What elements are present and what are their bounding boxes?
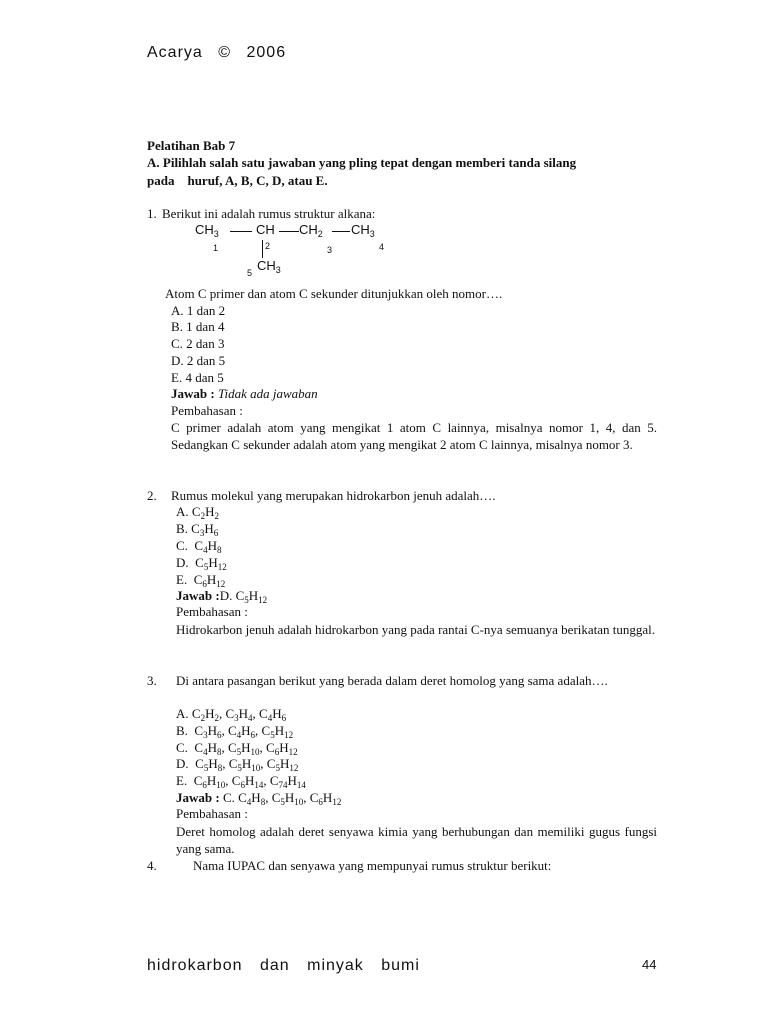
- page-footer: [147, 957, 432, 975]
- q1-option-b: B. 1 dan 4: [171, 319, 225, 334]
- bond-1-2: [230, 231, 252, 232]
- struct-ch2: $CH_2$: [299, 222, 323, 239]
- q3-discussion-text: Deret homolog adalah deret senyawa kimia yang berhubungan dan memiliki gugus fungsi yang sama.: [176, 824, 657, 856]
- q1-text: Berikut ini adalah rumus struktur alkana:: [162, 206, 376, 221]
- header-year: 2006: [246, 44, 287, 61]
- q3-option-d: D. $C_5H_8$, $C_5H_{10}$, $C_5H_{12}$: [176, 756, 299, 773]
- q2-option-a: A. $C_2H_2$: [176, 504, 219, 521]
- struct-num-5: 5: [247, 268, 253, 278]
- struct-ch3-right: $CH_3$: [351, 222, 375, 239]
- section-title: Pelatihan Bab 7: [147, 138, 236, 153]
- instruction-line-1: A. Pilihlah salah satu jawaban yang pling tepat dengan memberi tanda silang: [147, 155, 577, 170]
- q2-number: 2.: [147, 488, 157, 503]
- instruction-line-2: pada huruf, A, B, C, D, atau E.: [147, 173, 328, 188]
- footer-word-3: minyak: [307, 957, 364, 974]
- struct-num-2: 2: [265, 241, 271, 251]
- q1-answer: [171, 386, 318, 402]
- q2-answer-value: D. $C_5H_{12}$: [219, 588, 268, 605]
- q2-option-b: B. $C_3H_6$: [176, 521, 219, 538]
- q2-option-c: C. $C_4H_8$: [176, 538, 222, 555]
- struct-ch3-left: $CH_3$: [195, 222, 219, 239]
- q2-discussion-text: Hidrokarbon jenuh adalah hidrokarbon yang pada rantai C-nya semuanya berikatan tunggal.: [176, 622, 656, 637]
- q1-number: 1.: [147, 206, 157, 221]
- struct-num-4: 4: [379, 242, 385, 252]
- page-header: [147, 44, 296, 62]
- header-author: Acarya: [147, 44, 203, 61]
- q1-discussion-label: Pembahasan :: [171, 403, 243, 418]
- q3-answer-value: C. $C_4H_8$, $C_5H_{10}$, $C_6H_{12}$: [219, 790, 342, 807]
- q3-text: Di antara pasangan berikut yang berada dalam deret homolog yang sama adalah….: [176, 673, 608, 688]
- bond-3-4: [332, 231, 350, 232]
- q2-discussion-label: Pembahasan :: [176, 604, 248, 619]
- q3-answer: [176, 790, 341, 806]
- q3-option-e: E. $C_6H_{10}$, $C_6H_{14}$, $C_{74}H_{14}$: [176, 773, 306, 790]
- q2-answer: [176, 588, 267, 604]
- q1-answer-label: Jawab :: [171, 386, 215, 401]
- footer-word-1: hidrokarbon: [147, 957, 243, 974]
- q1-option-a: A. 1 dan 2: [171, 303, 226, 318]
- q2-answer-label: Jawab :: [176, 588, 220, 603]
- q3-option-b: B. $C_3H_6$, $C_4H_6$, $C_5H_{12}$: [176, 723, 294, 740]
- q4-number: 4.: [147, 858, 157, 873]
- q3-answer-label: Jawab :: [176, 790, 220, 805]
- q3-discussion-label: Pembahasan :: [176, 806, 248, 821]
- struct-ch3-bottom: $CH_3$: [257, 258, 281, 275]
- q1-discussion-text: C primer adalah atom yang mengikat 1 atom C lainnya, misalnya nomor 1, 4, dan 5. Sedangkan C sekunder adalah atom yang mengikat 2 atom C lainnya, misalnya nomor 3.: [171, 420, 657, 452]
- q2-option-d: D. $C_5H_{12}$: [176, 555, 227, 572]
- q1-answer-value: Tidak ada jawaban: [217, 386, 318, 401]
- footer-word-4: bumi: [381, 957, 420, 974]
- bond-2-5: [262, 240, 263, 258]
- q2-text: Rumus molekul yang merupakan hidrokarbon jenuh adalah….: [171, 488, 496, 503]
- bond-2-3: [279, 231, 299, 232]
- header-copyright: ©: [218, 44, 232, 61]
- q1-option-e: E. 4 dan 5: [171, 370, 224, 385]
- page-number: 44: [642, 957, 657, 972]
- q3-number: 3.: [147, 673, 157, 688]
- struct-ch: CH: [256, 222, 275, 237]
- q4-text: Nama IUPAC dan senyawa yang mempunyai rumus struktur berikut:: [193, 858, 552, 873]
- struct-num-3: 3: [327, 245, 333, 255]
- q3-option-c: C. $C_4H_8$, $C_5H_{10}$, $C_6H_{12}$: [176, 740, 298, 757]
- q1-question: Atom C primer dan atom C sekunder ditunjukkan oleh nomor….: [165, 286, 503, 301]
- q2-option-e: E. $C_6H_{12}$: [176, 572, 226, 589]
- q1-option-d: D. 2 dan 5: [171, 353, 226, 368]
- q3-option-a: A. $C_2H_2$, $C_3H_4$, $C_4H_6$: [176, 706, 287, 723]
- footer-word-2: dan: [259, 957, 290, 974]
- struct-num-1: 1: [213, 243, 219, 253]
- q1-option-c: C. 2 dan 3: [171, 336, 225, 351]
